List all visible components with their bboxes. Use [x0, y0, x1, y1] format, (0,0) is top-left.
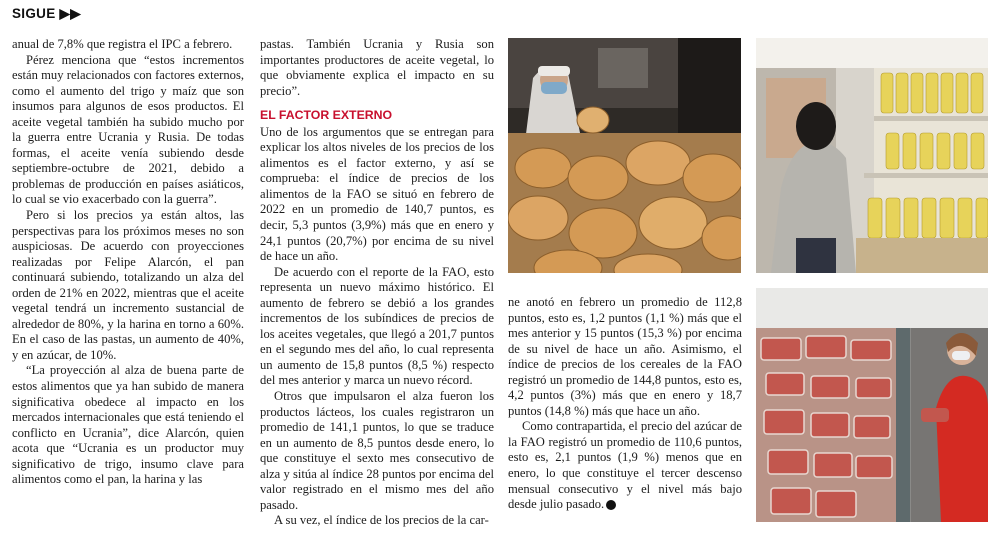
paragraph: Uno de los argumentos que se entregan para explicar los altos niveles de los precios de los alimentos es el factor externo, y así se comprueba: el índice de precios de los alimentos de la FAO se situó en febrero de 2022 en un promedio de 140,7 puntos, es decir, 5,3 puntos (3,9%) más que en enero y 24,1 puntos (20,7%) por encima de su nivel de hace un año.	[260, 124, 494, 264]
paragraph: Pero si los precios ya están altos, las perspectivas para los próximos meses no son auspiciosas. De acuerdo con proyecciones realizadas por Felipe Alarcón, el pan continuará subiendo, totalizando un alza del orden de 21% en 2022, mientras que el aceite vegetal tendrá un incremento sustancial de alrededor de 80%, y la harina en torno a 60%. En el caso de las pastas, un aumento de 40%, y en azúcar, de 10%.	[12, 208, 244, 362]
meat-counter-photo	[756, 288, 988, 522]
paragraph: pastas. También Ucrania y Rusia son importantes productores de aceite vegetal, lo que obviamente explica el impacto en su precio”.	[260, 37, 494, 98]
article-column-2	[260, 37, 494, 529]
paragraph: Otros que impulsaron el alza fueron los productos lácteos, los cuales registraron un promedio de 141,1 puntos, lo que se traduce en un aumento de 8,5 puntos desde enero, lo que constituye el sexto mes consecutivo de alza y sitúa al índice 28 puntos por encima del valor registrado en el mismo mes del año pasado.	[260, 389, 494, 512]
paragraph: “La proyección al alza de buena parte de estos alimentos que ya han subido de manera significativa obedece al impacto en los mercados internacionales que está teniendo el conflicto en Ucrania”, dice Alarcón, quien acota que “Ucrania es un productor muy significativo de trigo, insumo clave para alimentos como el pan, la harina y las	[12, 363, 244, 487]
paragraph	[508, 419, 742, 512]
paragraph: A su vez, el índice de los precios de la car-	[274, 513, 489, 528]
paragraph: anual de 7,8% que registra el IPC a febrero.	[12, 37, 233, 51]
paragraph: Pérez menciona que “estos incrementos están muy relacionados con factores externos, como el aumento del trigo y maíz que son insumos para algunos de esos productos. El aceite vegetal también ha subido mucho por la guerra entre Ucrania y Rusia. De todas formas, el aceite venía subiendo desde septiembre-octubre de 2021, debido a problemas de producción en países asiáticos, lo cual se vio exacerbado con la guerra”.	[12, 52, 244, 207]
paragraph-text: Como contrapartida, el precio del azúcar de la FAO registró un promedio de 110,6 puntos, esto es, 2,1 puntos (1,9 %) menos que en enero, lo que constituye el tercer descenso mensual consecutivo y el nivel más bajo desde julio pasado.	[508, 419, 742, 512]
continue-label: SIGUE ▶▶	[12, 6, 81, 21]
supermarket-oil-aisle-photo	[756, 38, 988, 273]
article-column-1	[12, 37, 244, 488]
section-subheading: EL FACTOR EXTERNO	[260, 108, 393, 123]
article-column-3	[508, 295, 742, 513]
bread-photo	[508, 38, 741, 273]
paragraph: ne anotó en febrero un promedio de 112,8 puntos, esto es, 1,2 puntos (1,1 %) más que el mes anterior y 15 puntos (15,3 %) por encima de su nivel de hace un año. Asimismo, el índice de precios de los cereales de la FAO registró un promedio de 144,8 puntos, esto es, 4,2 puntos (3%) más que en enero y 18,7 puntos (14,8 %) más que hace un año.	[508, 295, 742, 418]
paragraph: De acuerdo con el reporte de la FAO, esto representa un nuevo máximo histórico. El aumento de febrero se debió a los grandes incrementos de los subíndices de precios de los aceites vegetales, que llegó a 201,7 puntos en el segundo mes del año, lo cual representa un aumento de 15,8 puntos (8,5 %) respecto del mes anterior y marca un nuevo récord.	[260, 264, 494, 388]
end-of-article-icon: P	[606, 500, 616, 510]
